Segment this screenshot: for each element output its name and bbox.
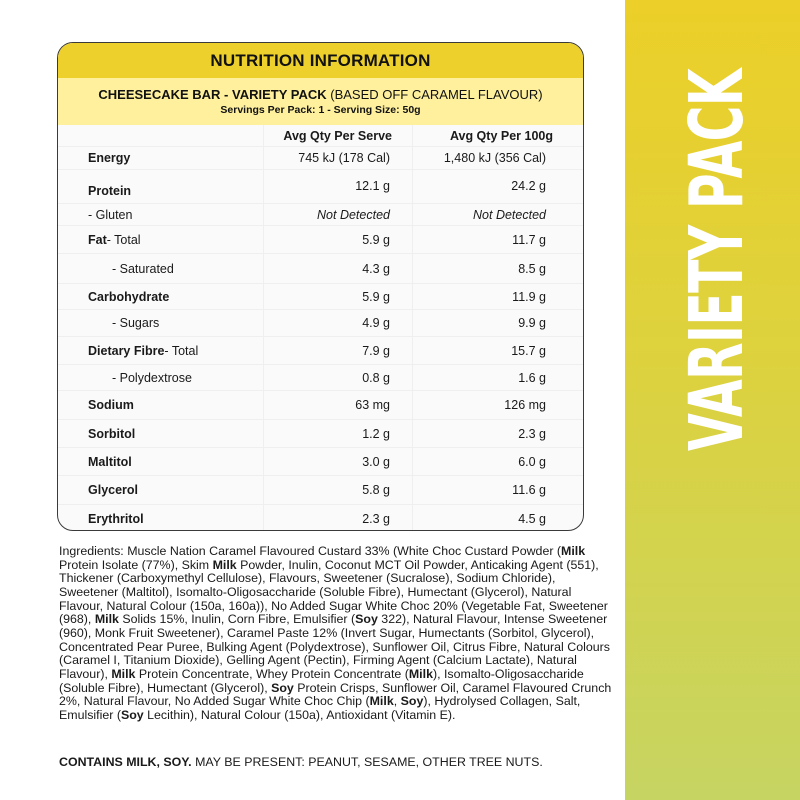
serving-info: Servings Per Pack: 1 - Serving Size: 50g <box>220 104 421 116</box>
table-row-dietary-fibre: Dietary Fibre - Total 7.9 g 15.7 g <box>58 337 583 365</box>
allergen-statement <box>59 755 619 769</box>
table-row-sodium: Sodium 63 mg 126 mg <box>58 391 583 420</box>
nutrition-table <box>58 125 583 531</box>
ingredients-list: Ingredients: Muscle Nation Caramel Flavoured Custard 33% (White Choc Custard Powder (Milk Protein Isolate (77%), Skim Milk Powder, Inulin, Coconut MCT Oil Powder, Anticaking Agent (551), Thickener (Carboxymethyl Cellulose), Flavours, Sweetener (Sucralose), Sodium Chloride), Sweetener (Maltitol), Isomalto-Oligosaccharide (Soluble Fibre), Humectant (Glycerol), Natural Flavour, Natural Colour (150a, 160a)), No Added Sugar White Choc 20% (Vegetable Fat, Sweetener (968), Milk Solids 15%, Inulin, Corn Fibre, Emulsifier (Soy 322), Natural Flavour, Intense Sweetener (960), Monk Fruit Sweetener), Caramel Paste 12% (Invert Sugar, Humectants (Sorbitol, Glycerol), Concentrated Pear Puree, Bulking Agent (Polydextrose), Sunflower Oil, Citrus Fibre, Natural Colours (Caramel I, Titanium Dioxide), Gelling Agent (Pectin), Firming Agent (Calcium Lactate), Natural Flavour), Milk Protein Concentrate, Whey Protein Concentrate (Milk), Isomalto-Oligosaccharide (Soluble Fibre), Humectant (Glycerol), Soy Protein Crisps, Sunflower Oil, Caramel Flavoured Crunch 2%, Natural Flavour, No Added Sugar White Choc Chip (Milk, Soy), Hydrolysed Collagen, Salt, Emulsifier (Soy Lecithin), Natural Colour (150a), Antioxidant (Vitamin E). <box>59 544 612 722</box>
header-per-serve: Avg Qty Per Serve <box>264 125 413 146</box>
table-row-saturated: - Saturated 4.3 g 8.5 g <box>58 254 583 284</box>
table-row-erythritol: Erythritol 2.3 g 4.5 g <box>58 505 583 531</box>
table-row-fat: Fat - Total 5.9 g 11.7 g <box>58 226 583 254</box>
table-header-row <box>58 125 583 147</box>
header-nutrient <box>58 125 264 146</box>
table-row-sorbitol: Sorbitol 1.2 g 2.3 g <box>58 420 583 448</box>
allergen-contains: CONTAINS MILK, SOY. <box>59 755 192 769</box>
nutrition-title: NUTRITION INFORMATION <box>58 43 583 78</box>
table-row-maltitol: Maltitol 3.0 g 6.0 g <box>58 448 583 476</box>
table-row-glycerol: Glycerol 5.8 g 11.6 g <box>58 476 583 505</box>
variety-pack-title: VARIETY PACK <box>674 69 760 451</box>
table-row-gluten: - Gluten Not Detected Not Detected <box>58 204 583 226</box>
table-row-polydextrose: - Polydextrose 0.8 g 1.6 g <box>58 365 583 391</box>
table-row-carbohydrate: Carbohydrate 5.9 g 11.9 g <box>58 284 583 310</box>
table-row-energy: Energy 745 kJ (178 Cal) 1,480 kJ (356 Cal) <box>58 147 583 170</box>
allergen-may-contain: MAY BE PRESENT: PEANUT, SESAME, OTHER TREE NUTS. <box>191 755 543 769</box>
nutrition-panel <box>57 42 584 531</box>
header-per-100g: Avg Qty Per 100g <box>449 128 553 143</box>
table-row-sugars: - Sugars 4.9 g 9.9 g <box>58 310 583 337</box>
product-name: CHEESECAKE BAR - VARIETY PACK (BASED OFF CARAMEL FLAVOUR) <box>98 87 543 102</box>
table-row-protein: Protein 12.1 g 24.2 g <box>58 170 583 204</box>
product-header <box>58 78 583 125</box>
